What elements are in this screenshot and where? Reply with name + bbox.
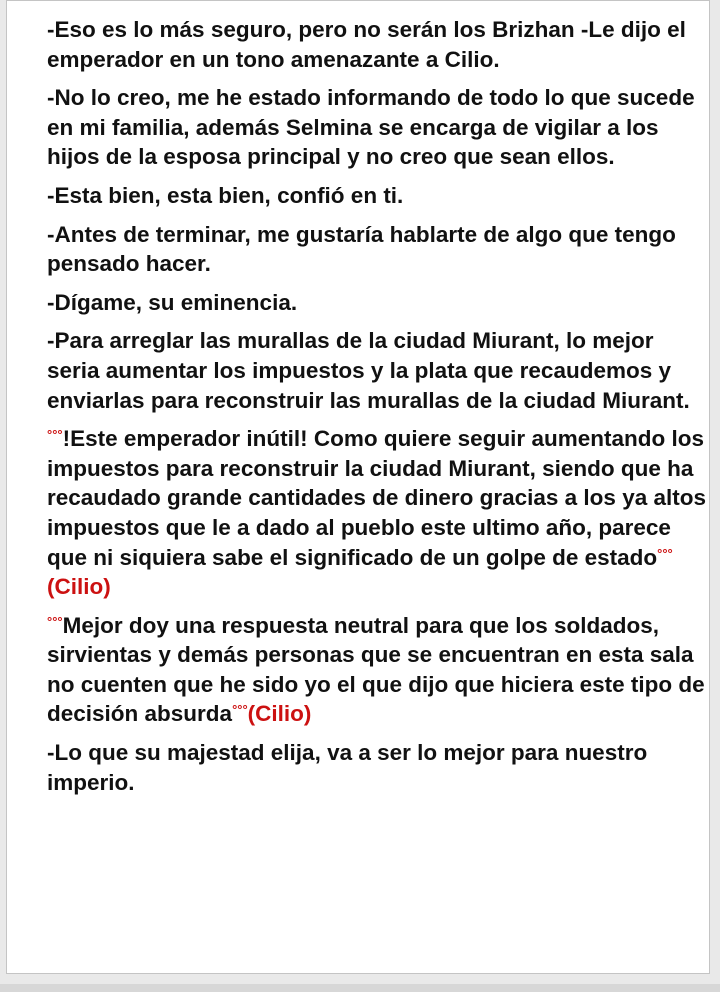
paragraph-9 xyxy=(47,738,707,797)
paragraph-2 xyxy=(47,83,707,172)
story-text xyxy=(47,15,707,806)
paragraph-text: -Lo que su majestad elija, va a ser lo mejor para nuestro imperio. xyxy=(47,740,648,795)
document-page xyxy=(6,0,710,974)
paragraph-3 xyxy=(47,181,707,211)
paragraph-4 xyxy=(47,220,707,279)
thought-close-mark: °°° xyxy=(657,545,673,561)
thought-close-mark: °°° xyxy=(232,702,248,718)
paragraph-5 xyxy=(47,288,707,318)
thought-paragraph-1 xyxy=(47,424,707,602)
paragraph-6 xyxy=(47,326,707,415)
paragraph-text: !Este emperador inútil! Como quiere seguir aumentando los impuestos para reconstruir la ciudad Miurant, siendo que ha recaudado grande cantidades de dinero gracias a los ya altos impuestos que le a dado al pueblo este ultimo año, parece que ni siquiera sabe el significado de un golpe de estado xyxy=(47,426,706,570)
bottom-divider xyxy=(0,984,720,992)
paragraph-text: Mejor doy una respuesta neutral para que los soldados, sirvientas y demás personas que se encuentran en esta sala no cuenten que he sido yo el que dijo que hiciera este tipo de decisión absurda xyxy=(47,612,705,727)
thought-open-mark: °°° xyxy=(47,613,63,629)
thought-paragraph-2 xyxy=(47,611,707,729)
thought-open-mark: °°° xyxy=(47,427,63,443)
paragraph-text: -Eso es lo más seguro, pero no serán los Brizhan -Le dijo el emperador en un tono amenazante a Cilio. xyxy=(47,17,686,72)
paragraph-text: -Para arreglar las murallas de la ciudad Miurant, lo mejor seria aumentar los impuestos y la plata que recaudemos y enviarlas para reconstruir las murallas de la ciudad Miurant. xyxy=(47,328,690,413)
speaker-tag: (Cilio) xyxy=(247,701,312,727)
paragraph-text: -Dígame, su eminencia. xyxy=(47,289,298,315)
paragraph-text: -No lo creo, me he estado informando de todo lo que sucede en mi familia, además Selmina se encarga de vigilar a los hijos de la esposa principal y no creo que sean ellos. xyxy=(47,85,695,170)
paragraph-text: -Antes de terminar, me gustaría hablarte de algo que tengo pensado hacer. xyxy=(47,221,676,277)
paragraph-1 xyxy=(47,15,707,74)
paragraph-text: -Esta bien, esta bien, confió en ti. xyxy=(47,182,404,208)
speaker-tag: (Cilio) xyxy=(47,574,111,600)
